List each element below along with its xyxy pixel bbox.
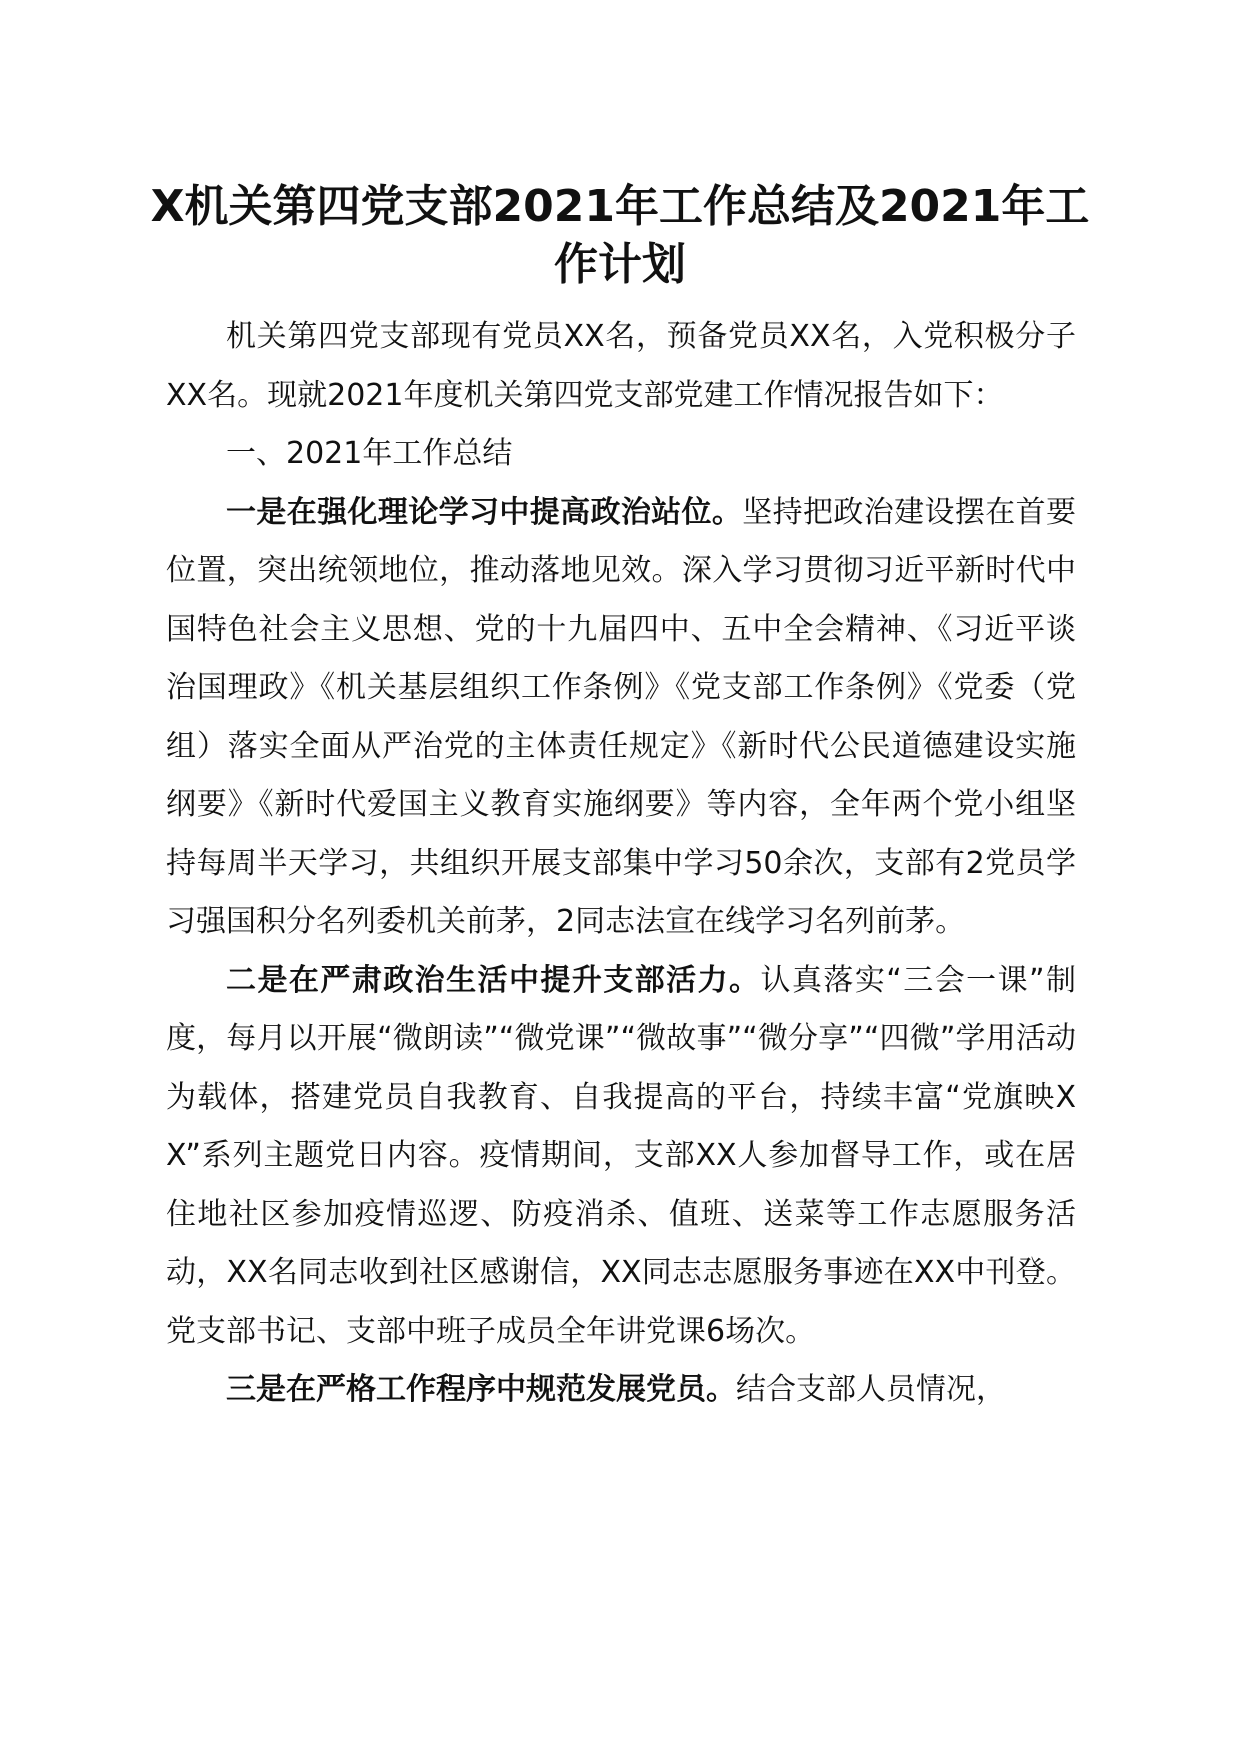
intro-paragraph: 机关第四党支部现有党员XX名，预备党员XX名，入党积极分子XX名。现就2021年度机关第四党支部党建工作情况报告如下： <box>166 319 1076 413</box>
body-paragraph-2 <box>166 952 1076 1362</box>
body-paragraph-3 <box>166 1361 1076 1420</box>
paragraph-lead: 三是在严格工作程序中规范发展党员。 <box>226 1372 736 1407</box>
document-title: X机关第四党支部2021年工作总结及2021年工作计划 <box>150 181 1090 290</box>
section-heading: 一、2021年工作总结 <box>226 436 513 471</box>
paragraph-lead: 二是在严肃政治生活中提升支部活力。 <box>226 962 761 998</box>
paragraph-text: 坚持把政治建设摆在首要位置，突出统领地位，推动落地见效。深入学习贯彻习近平新时代中国特色社会主义思想、党的十九届四中、五中全会精神、《习近平谈治国理政》《机关基层组织工作条例》《党支部工作条例》《党委（党组）落实全面从严治党的主体责任规定》《新时代公民道德建设实施纲要》《新时代爱国主义教育实施纲要》等内容，全年两个党小组坚持每周半天学习，共组织开展支部集中学习50余次，支部有2党员学习强国积分名列委机关前茅，2同志法宣在线学习名列前茅。 <box>166 494 1077 939</box>
document-body <box>166 308 1076 1420</box>
paragraph-text: 认真落实“三会一课”制度，每月以开展“微朗读”“微党课”“微故事”“微分享”“四微”学用活动为载体，搭建党员自我教育、自我提高的平台，持续丰富“党旗映XX”系列主题党日内容。疫情期间，支部XX人参加督导工作，或在居住地社区参加疫情巡逻、防疫消杀、值班、送菜等工作志愿服务活动，XX名同志收到社区感谢信，XX同志志愿服务事迹在XX中刊登。党支部书记、支部中班子成员全年讲党课6场次。 <box>166 962 1076 1349</box>
paragraph-lead: 一是在强化理论学习中提高政治站位。 <box>226 494 743 530</box>
paragraph-text: 结合支部人员情况， <box>736 1372 1006 1407</box>
body-paragraph-1 <box>166 484 1076 952</box>
